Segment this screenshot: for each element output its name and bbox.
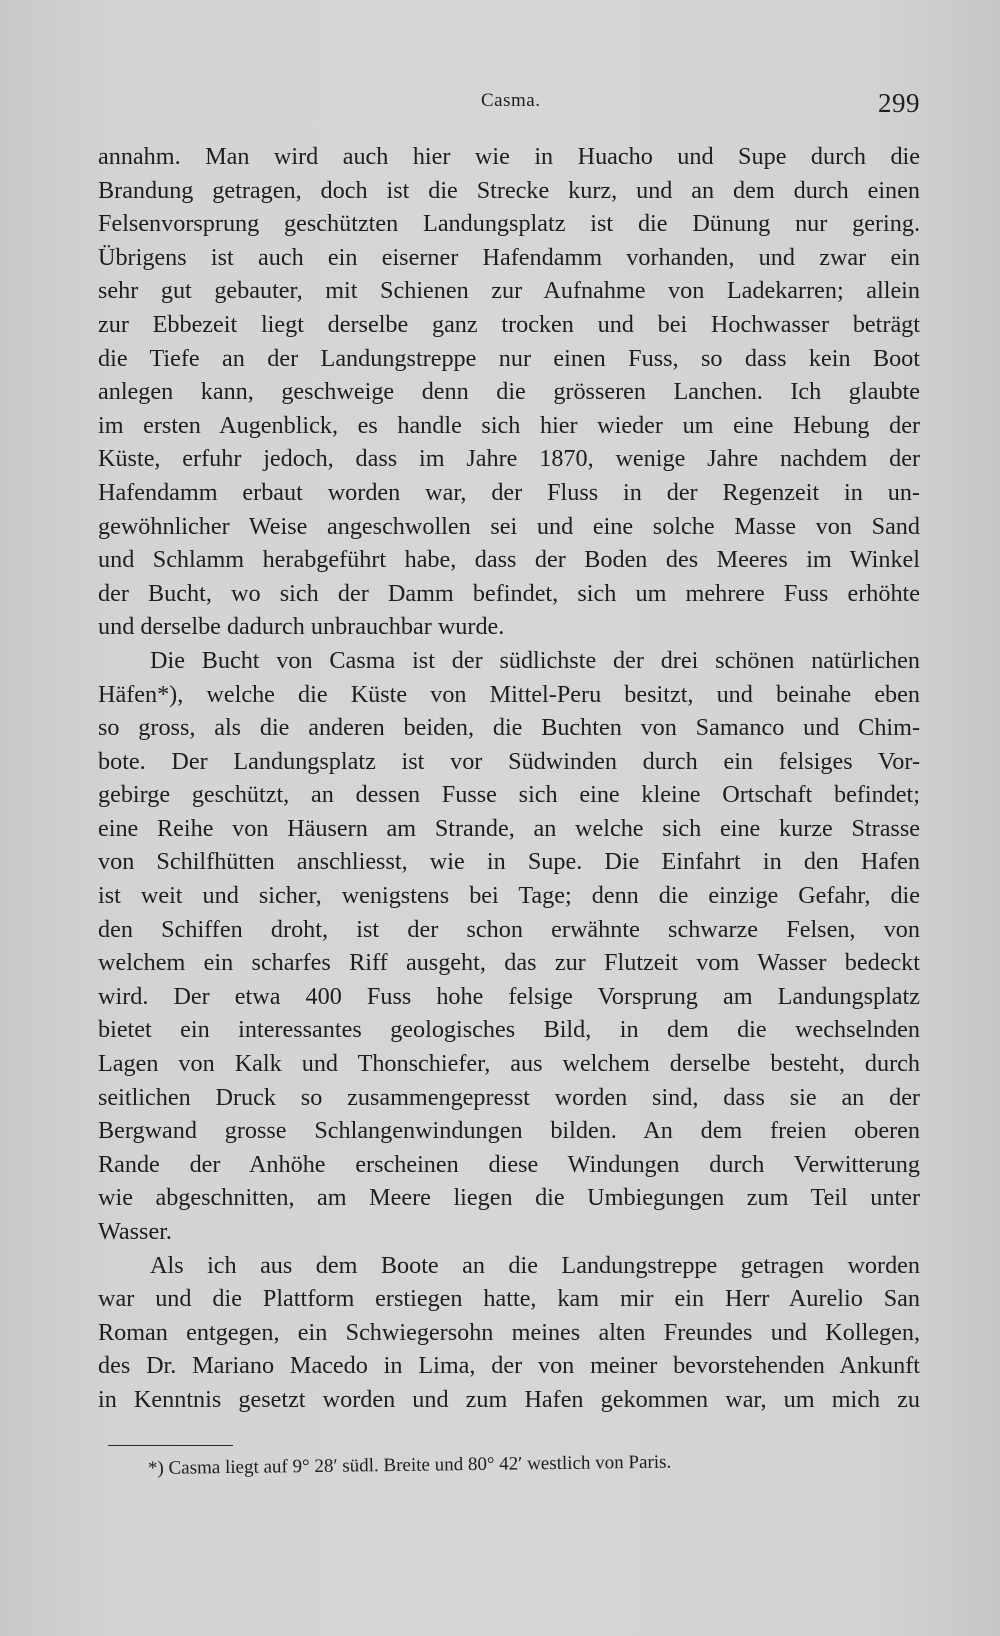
text-line: von Schilfhütten anschliesst, wie in Supe. Die Einfahrt in den Hafen: [98, 848, 920, 876]
page-number: 299: [878, 88, 920, 118]
text-line: welchem ein scharfes Riff ausgeht, das zur Flutzeit vom Wasser bedeckt: [98, 949, 920, 977]
text-line: sehr gut gebauter, mit Schienen zur Aufnahme von Ladekarren; allein: [98, 277, 920, 305]
text-line: des Dr. Mariano Macedo in Lima, der von meiner bevorstehenden Ankunft: [98, 1352, 920, 1380]
text-line: seitlichen Druck so zusammengepresst worden sind, dass sie an der: [98, 1083, 920, 1111]
text-line: Bergwand grosse Schlangenwindungen bilden. An dem freien oberen: [98, 1117, 920, 1145]
text-line: im ersten Augenblick, es handle sich hier wieder um eine Hebung der: [98, 411, 920, 439]
text-line: Felsenvorsprung geschützten Landungsplatz ist die Dünung nur gering.: [98, 210, 920, 238]
text-line: den Schiffen droht, ist der schon erwähnte schwarze Felsen, von: [98, 915, 920, 943]
paragraph-start-line: Die Bucht von Casma ist der südlichste der drei schönen natürlichen: [150, 646, 920, 674]
text-line: eine Reihe von Häusern am Strande, an welche sich eine kurze Strasse: [98, 814, 920, 842]
text-line: Küste, erfuhr jedoch, dass im Jahre 1870, wenige Jahre nachdem der: [98, 445, 920, 473]
text-line: gewöhnlicher Weise angeschwollen sei und eine solche Masse von Sand: [98, 512, 920, 540]
text-line: die Tiefe an der Landungstreppe nur einen Fuss, so dass kein Boot: [98, 344, 920, 372]
text-line: Häfen*), welche die Küste von Mittel-Peru besitzt, und beinahe eben: [98, 680, 920, 708]
text-line: der Bucht, wo sich der Damm befindet, sich um mehrere Fuss erhöhte: [98, 579, 920, 607]
body-text: [98, 140, 920, 1417]
text-line: Brandung getragen, doch ist die Strecke kurz, und an dem durch einen: [98, 176, 920, 204]
text-line: gebirge geschützt, an dessen Fusse sich eine kleine Ortschaft befindet;: [98, 781, 920, 809]
text-line: und Schlamm herabgeführt habe, dass der Boden des Meeres im Winkel: [98, 546, 920, 574]
text-line: ist weit und sicher, wenigstens bei Tage; denn die einzige Gefahr, die: [98, 882, 920, 910]
footnote-rule: [108, 1445, 233, 1446]
footnote: *) Casma liegt auf 9° 28′ südl. Breite und 80° 42′ westlich von Paris.: [147, 1451, 672, 1479]
text-line: wird. Der etwa 400 Fuss hohe felsige Vorsprung am Landungsplatz: [98, 982, 920, 1010]
text-line: bote. Der Landungsplatz ist vor Südwinden durch ein felsiges Vor-: [98, 747, 920, 775]
text-line: Rande der Anhöhe erscheinen diese Windungen durch Verwitterung: [98, 1150, 920, 1178]
text-line: bietet ein interessantes geologisches Bild, in dem die wechselnden: [98, 1016, 920, 1044]
paragraph-end-line: und derselbe dadurch unbrauchbar wurde.: [98, 613, 505, 641]
running-head: [0, 88, 1000, 118]
running-title: Casma.: [481, 90, 541, 111]
text-line: Roman entgegen, ein Schwiegersohn meines alten Freundes und Kollegen,: [98, 1318, 920, 1346]
text-line: Hafendamm erbaut worden war, der Fluss in der Regenzeit in un-: [98, 478, 920, 506]
text-line: annahm. Man wird auch hier wie in Huacho und Supe durch die: [98, 143, 920, 170]
text-line: zur Ebbezeit liegt derselbe ganz trocken und bei Hochwasser beträgt: [98, 310, 920, 338]
text-line: Übrigens ist auch ein eiserner Hafendamm vorhanden, und zwar ein: [98, 243, 920, 271]
text-line: wie abgeschnitten, am Meere liegen die Umbiegungen zum Teil unter: [98, 1184, 920, 1212]
text-line: war und die Plattform erstiegen hatte, kam mir ein Herr Aurelio San: [98, 1285, 920, 1313]
text-line: Lagen von Kalk und Thonschiefer, aus welchem derselbe besteht, durch: [98, 1050, 920, 1078]
text-line: in Kenntnis gesetzt worden und zum Hafen gekommen war, um mich zu: [98, 1385, 920, 1413]
paragraph-end-line: Wasser.: [98, 1218, 172, 1245]
paragraph-start-line: Als ich aus dem Boote an die Landungstreppe getragen worden: [150, 1251, 920, 1279]
text-line: so gross, als die anderen beiden, die Buchten von Samanco und Chim-: [98, 714, 920, 742]
text-line: anlegen kann, geschweige denn die grösseren Lanchen. Ich glaubte: [98, 378, 920, 406]
